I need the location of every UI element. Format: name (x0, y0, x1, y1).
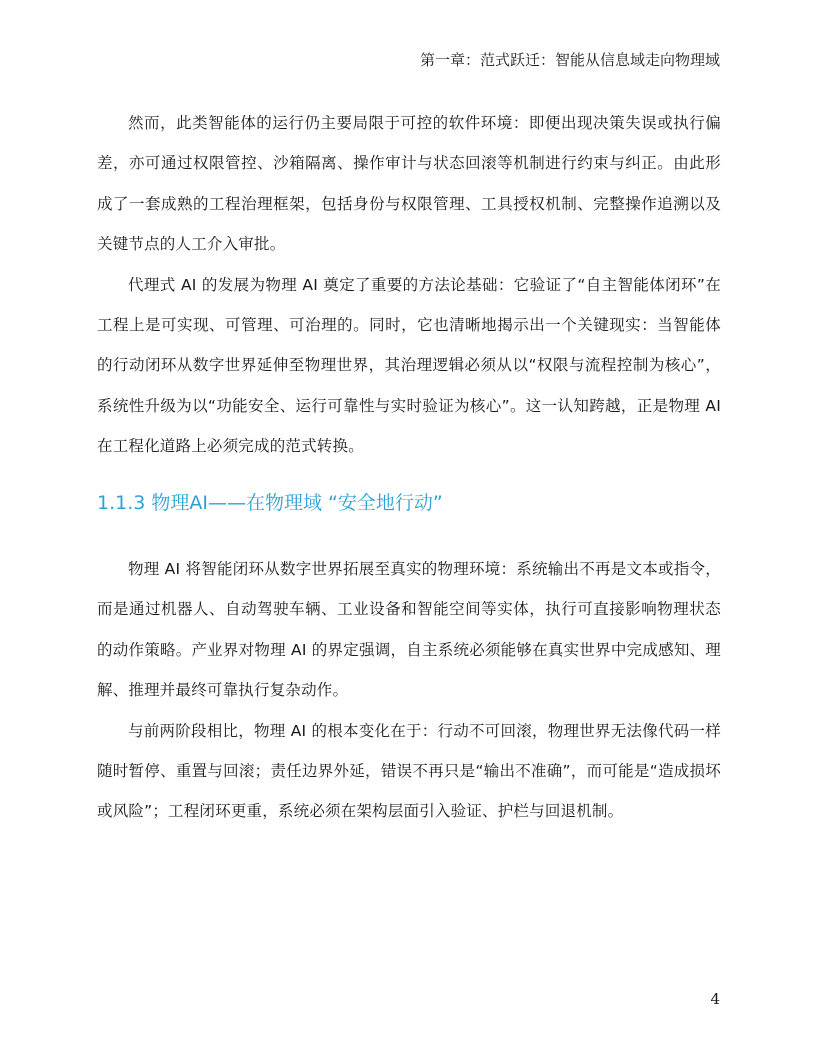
running-header: 第一章：范式跃迁：智能从信息域走向物理域 (419, 51, 720, 69)
body-text-block-1 (97, 103, 721, 467)
paragraph: 与前两阶段相比，物理 AI 的根本变化在于：行动不可回滚，物理世界无法像代码一样随时暂停、重置与回滚；责任边界外延，错误不再只是“输出不准确”，而可能是“造成损坏或风险”；工程闭环更重，系统必须在架构层面引入验证、护栏与回退机制。 (97, 721, 721, 821)
paragraph: 物理 AI 将智能闭环从数字世界拓展至真实的物理环境：系统输出不再是文本或指令，而是通过机器人、自动驾驶车辆、工业设备和智能空间等实体，执行可直接影响物理状态的动作策略。产业界对物理 AI 的界定强调，自主系统必须能够在真实世界中完成感知、理解、推理并最终可靠执行复杂动作。 (97, 560, 721, 700)
body-text-block-2 (97, 549, 721, 832)
section-heading: 1.1.3 物理AI——在物理域 “安全地行动” (97, 492, 443, 514)
page-number: 4 (710, 990, 720, 1008)
paragraph: 然而，此类智能体的运行仍主要局限于可控的软件环境：即便出现决策失误或执行偏差，亦可通过权限管控、沙箱隔离、操作审计与状态回滚等机制进行约束与纠正。由此形成了一套成熟的工程治理框架，包括身份与权限管理、工具授权机制、完整操作追溯以及关键节点的人工介入审批。 (97, 114, 721, 254)
paragraph: 代理式 AI 的发展为物理 AI 奠定了重要的方法论基础：它验证了“自主智能体闭环”在工程上是可实现、可管理、可治理的。同时，它也清晰地揭示出一个关键现实：当智能体的行动闭环从数字世界延伸至物理世界，其治理逻辑必须从以“权限与流程控制为核心”，系统性升级为以“功能安全、运行可靠性与实时验证为核心”。这一认知跨越，正是物理 AI 在工程化道路上必须完成的范式转换。 (97, 275, 721, 456)
